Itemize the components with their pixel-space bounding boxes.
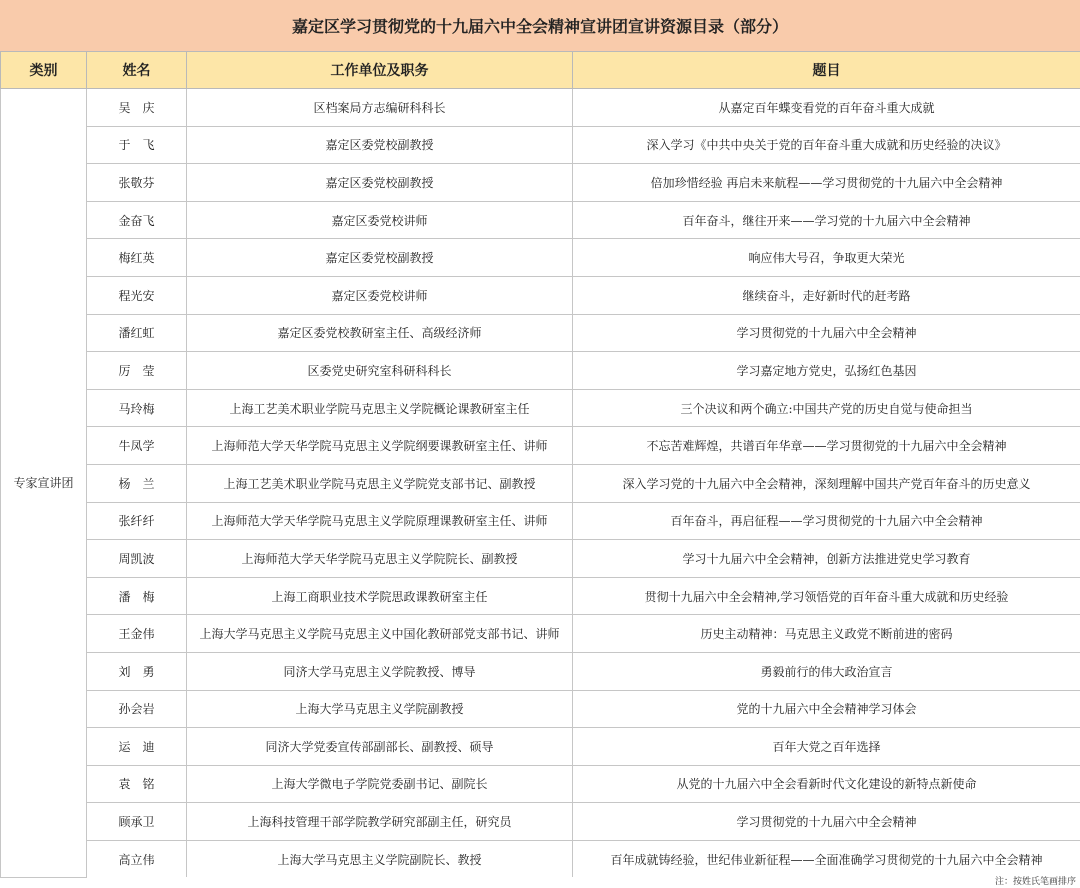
name-cell: 马玲梅 — [87, 389, 187, 427]
name-cell: 王金伟 — [87, 615, 187, 653]
topic-cell: 响应伟大号召，争取更大荣光 — [573, 239, 1080, 277]
unit-cell: 上海大学马克思主义学院马克思主义中国化教研部党支部书记、讲师 — [187, 615, 573, 653]
unit-cell: 上海工商职业技术学院思政课教研室主任 — [187, 577, 573, 615]
table-row — [1, 615, 1080, 653]
unit-cell: 嘉定区委党校讲师 — [187, 276, 573, 314]
unit-cell: 区档案局方志编研科科长 — [187, 89, 573, 127]
unit-cell: 嘉定区委党校副教授 — [187, 126, 573, 164]
name-cell: 于 飞 — [87, 126, 187, 164]
unit-cell: 上海大学微电子学院党委副书记、副院长 — [187, 765, 573, 803]
table-row — [1, 652, 1080, 690]
unit-cell: 上海大学马克思主义学院副教授 — [187, 690, 573, 728]
name-cell: 金奋飞 — [87, 201, 187, 239]
name-cell: 顾承卫 — [87, 803, 187, 841]
topic-cell: 深入学习党的十九届六中全会精神，深刻理解中国共产党百年奋斗的历史意义 — [573, 464, 1080, 502]
resource-table — [0, 51, 1080, 878]
unit-cell: 区委党史研究室科研科科长 — [187, 352, 573, 390]
table-row — [1, 840, 1080, 877]
header-topic: 题目 — [573, 52, 1080, 89]
table-row — [1, 502, 1080, 540]
topic-cell: 党的十九届六中全会精神学习体会 — [573, 690, 1080, 728]
topic-cell: 学习嘉定地方党史，弘扬红色基因 — [573, 352, 1080, 390]
name-cell: 牛凤学 — [87, 427, 187, 465]
unit-cell: 上海工艺美术职业学院马克思主义学院党支部书记、副教授 — [187, 464, 573, 502]
name-cell: 梅红英 — [87, 239, 187, 277]
name-cell: 厉 莹 — [87, 352, 187, 390]
table-row — [1, 389, 1080, 427]
table-row — [1, 427, 1080, 465]
header-name: 姓名 — [87, 52, 187, 89]
unit-cell: 上海工艺美术职业学院马克思主义学院概论课教研室主任 — [187, 389, 573, 427]
table-row — [1, 314, 1080, 352]
table-body — [1, 89, 1080, 878]
unit-cell: 嘉定区委党校教研室主任、高级经济师 — [187, 314, 573, 352]
topic-cell: 学习十九届六中全会精神，创新方法推进党史学习教育 — [573, 540, 1080, 578]
topic-cell: 贯彻十九届六中全会精神,学习领悟党的百年奋斗重大成就和历史经验 — [573, 577, 1080, 615]
unit-cell: 上海师范大学天华学院马克思主义学院纲要课教研室主任、讲师 — [187, 427, 573, 465]
name-cell: 程光安 — [87, 276, 187, 314]
name-cell: 潘 梅 — [87, 577, 187, 615]
topic-cell: 倍加珍惜经验 再启未来航程——学习贯彻党的十九届六中全会精神 — [573, 164, 1080, 202]
table-row — [1, 201, 1080, 239]
name-cell: 运 迪 — [87, 728, 187, 766]
name-cell: 潘红虹 — [87, 314, 187, 352]
table-row — [1, 239, 1080, 277]
table-row — [1, 164, 1080, 202]
name-cell: 孙会岩 — [87, 690, 187, 728]
table-row — [1, 690, 1080, 728]
unit-cell: 同济大学马克思主义学院教授、博导 — [187, 652, 573, 690]
topic-cell: 百年成就铸经验，世纪伟业新征程——全面准确学习贯彻党的十九届六中全会精神 — [573, 840, 1080, 877]
unit-cell: 上海师范大学天华学院马克思主义学院原理课教研室主任、讲师 — [187, 502, 573, 540]
header-category: 类别 — [1, 52, 87, 89]
name-cell: 高立伟 — [87, 840, 187, 877]
name-cell: 刘 勇 — [87, 652, 187, 690]
header-row — [1, 52, 1080, 89]
unit-cell: 嘉定区委党校副教授 — [187, 164, 573, 202]
topic-cell: 学习贯彻党的十九届六中全会精神 — [573, 803, 1080, 841]
topic-cell: 学习贯彻党的十九届六中全会精神 — [573, 314, 1080, 352]
name-cell: 张纤纤 — [87, 502, 187, 540]
topic-cell: 从嘉定百年蝶变看党的百年奋斗重大成就 — [573, 89, 1080, 127]
unit-cell: 嘉定区委党校副教授 — [187, 239, 573, 277]
page-title: 嘉定区学习贯彻党的十九届六中全会精神宣讲团宣讲资源目录（部分） — [0, 0, 1080, 52]
name-cell: 张敬芬 — [87, 164, 187, 202]
category-cell: 专家宣讲团 — [1, 89, 87, 878]
unit-cell: 上海科技管理干部学院教学研究部副主任，研究员 — [187, 803, 573, 841]
footnote: 注：按姓氏笔画排序 — [995, 874, 1076, 887]
table-row — [1, 765, 1080, 803]
table-row — [1, 728, 1080, 766]
unit-cell: 同济大学党委宣传部副部长、副教授、硕导 — [187, 728, 573, 766]
topic-cell: 继续奋斗，走好新时代的赶考路 — [573, 276, 1080, 314]
topic-cell: 勇毅前行的伟大政治宣言 — [573, 652, 1080, 690]
unit-cell: 上海大学马克思主义学院副院长、教授 — [187, 840, 573, 877]
topic-cell: 百年大党之百年选择 — [573, 728, 1080, 766]
table-row — [1, 352, 1080, 390]
table-row — [1, 464, 1080, 502]
topic-cell: 历史主动精神：马克思主义政党不断前进的密码 — [573, 615, 1080, 653]
table-row — [1, 89, 1080, 127]
table-row — [1, 803, 1080, 841]
table-row — [1, 276, 1080, 314]
topic-cell: 不忘苦难辉煌，共谱百年华章——学习贯彻党的十九届六中全会精神 — [573, 427, 1080, 465]
name-cell: 杨 兰 — [87, 464, 187, 502]
topic-cell: 三个决议和两个确立:中国共产党的历史自觉与使命担当 — [573, 389, 1080, 427]
name-cell: 周凯波 — [87, 540, 187, 578]
topic-cell: 百年奋斗，继往开来——学习党的十九届六中全会精神 — [573, 201, 1080, 239]
table-row — [1, 540, 1080, 578]
name-cell: 吴 庆 — [87, 89, 187, 127]
topic-cell: 百年奋斗，再启征程——学习贯彻党的十九届六中全会精神 — [573, 502, 1080, 540]
unit-cell: 上海师范大学天华学院马克思主义学院院长、副教授 — [187, 540, 573, 578]
name-cell: 袁 铭 — [87, 765, 187, 803]
unit-cell: 嘉定区委党校讲师 — [187, 201, 573, 239]
topic-cell: 从党的十九届六中全会看新时代文化建设的新特点新使命 — [573, 765, 1080, 803]
table-row — [1, 577, 1080, 615]
header-unit: 工作单位及职务 — [187, 52, 573, 89]
topic-cell: 深入学习《中共中央关于党的百年奋斗重大成就和历史经验的决议》 — [573, 126, 1080, 164]
table-row — [1, 126, 1080, 164]
